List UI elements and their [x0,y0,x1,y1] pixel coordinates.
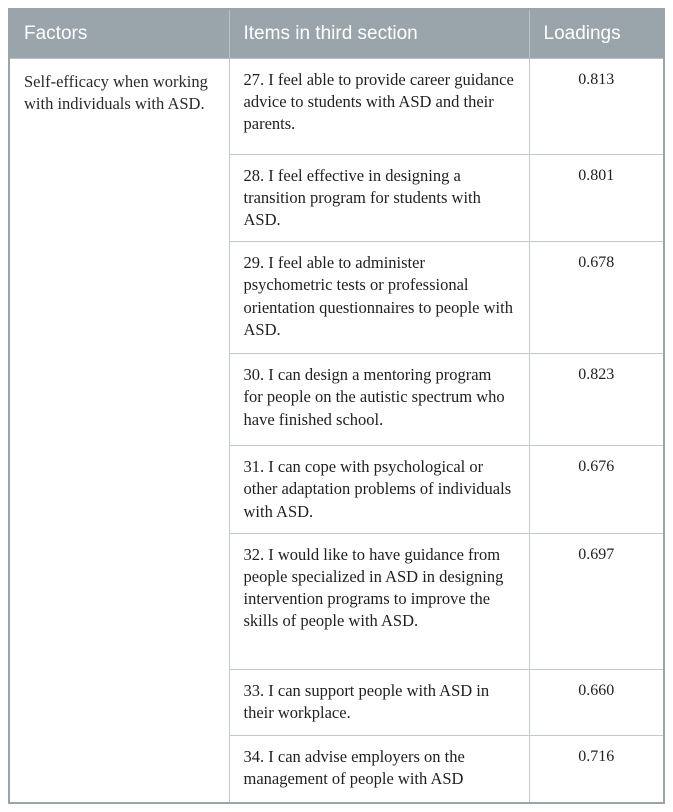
table-row [9,59,664,155]
factor-loadings-table [8,8,665,804]
table-header-row [9,9,664,59]
item-cell: 32. I would like to have guidance from people specialized in ASD in designing intervention programs to improve the skills of people with ASD. [229,533,529,669]
loading-cell: 0.823 [529,354,664,446]
header-items: Items in third section [229,9,529,59]
loading-cell: 0.676 [529,446,664,533]
loading-cell: 0.813 [529,59,664,155]
loading-cell: 0.660 [529,669,664,735]
item-cell: 34. I can advise employers on the management of people with ASD [229,735,529,803]
paper-table-container [8,8,665,804]
item-cell: 33. I can support people with ASD in their workplace. [229,669,529,735]
header-factors: Factors [9,9,229,59]
header-loadings: Loadings [529,9,664,59]
loading-cell: 0.716 [529,735,664,803]
item-cell: 27. I feel able to provide career guidance advice to students with ASD and their parents. [229,59,529,155]
item-cell: 28. I feel effective in designing a transition program for students with ASD. [229,155,529,242]
item-cell: 30. I can design a mentoring program for people on the autistic spectrum who have finished school. [229,354,529,446]
item-cell: 29. I feel able to administer psychometric tests or professional orientation questionnaires to people with ASD. [229,242,529,354]
loading-cell: 0.697 [529,533,664,669]
item-cell: 31. I can cope with psychological or other adaptation problems of individuals with ASD. [229,446,529,533]
factor-cell: Self-efficacy when working with individuals with ASD. [9,59,229,804]
loading-cell: 0.801 [529,155,664,242]
loading-cell: 0.678 [529,242,664,354]
